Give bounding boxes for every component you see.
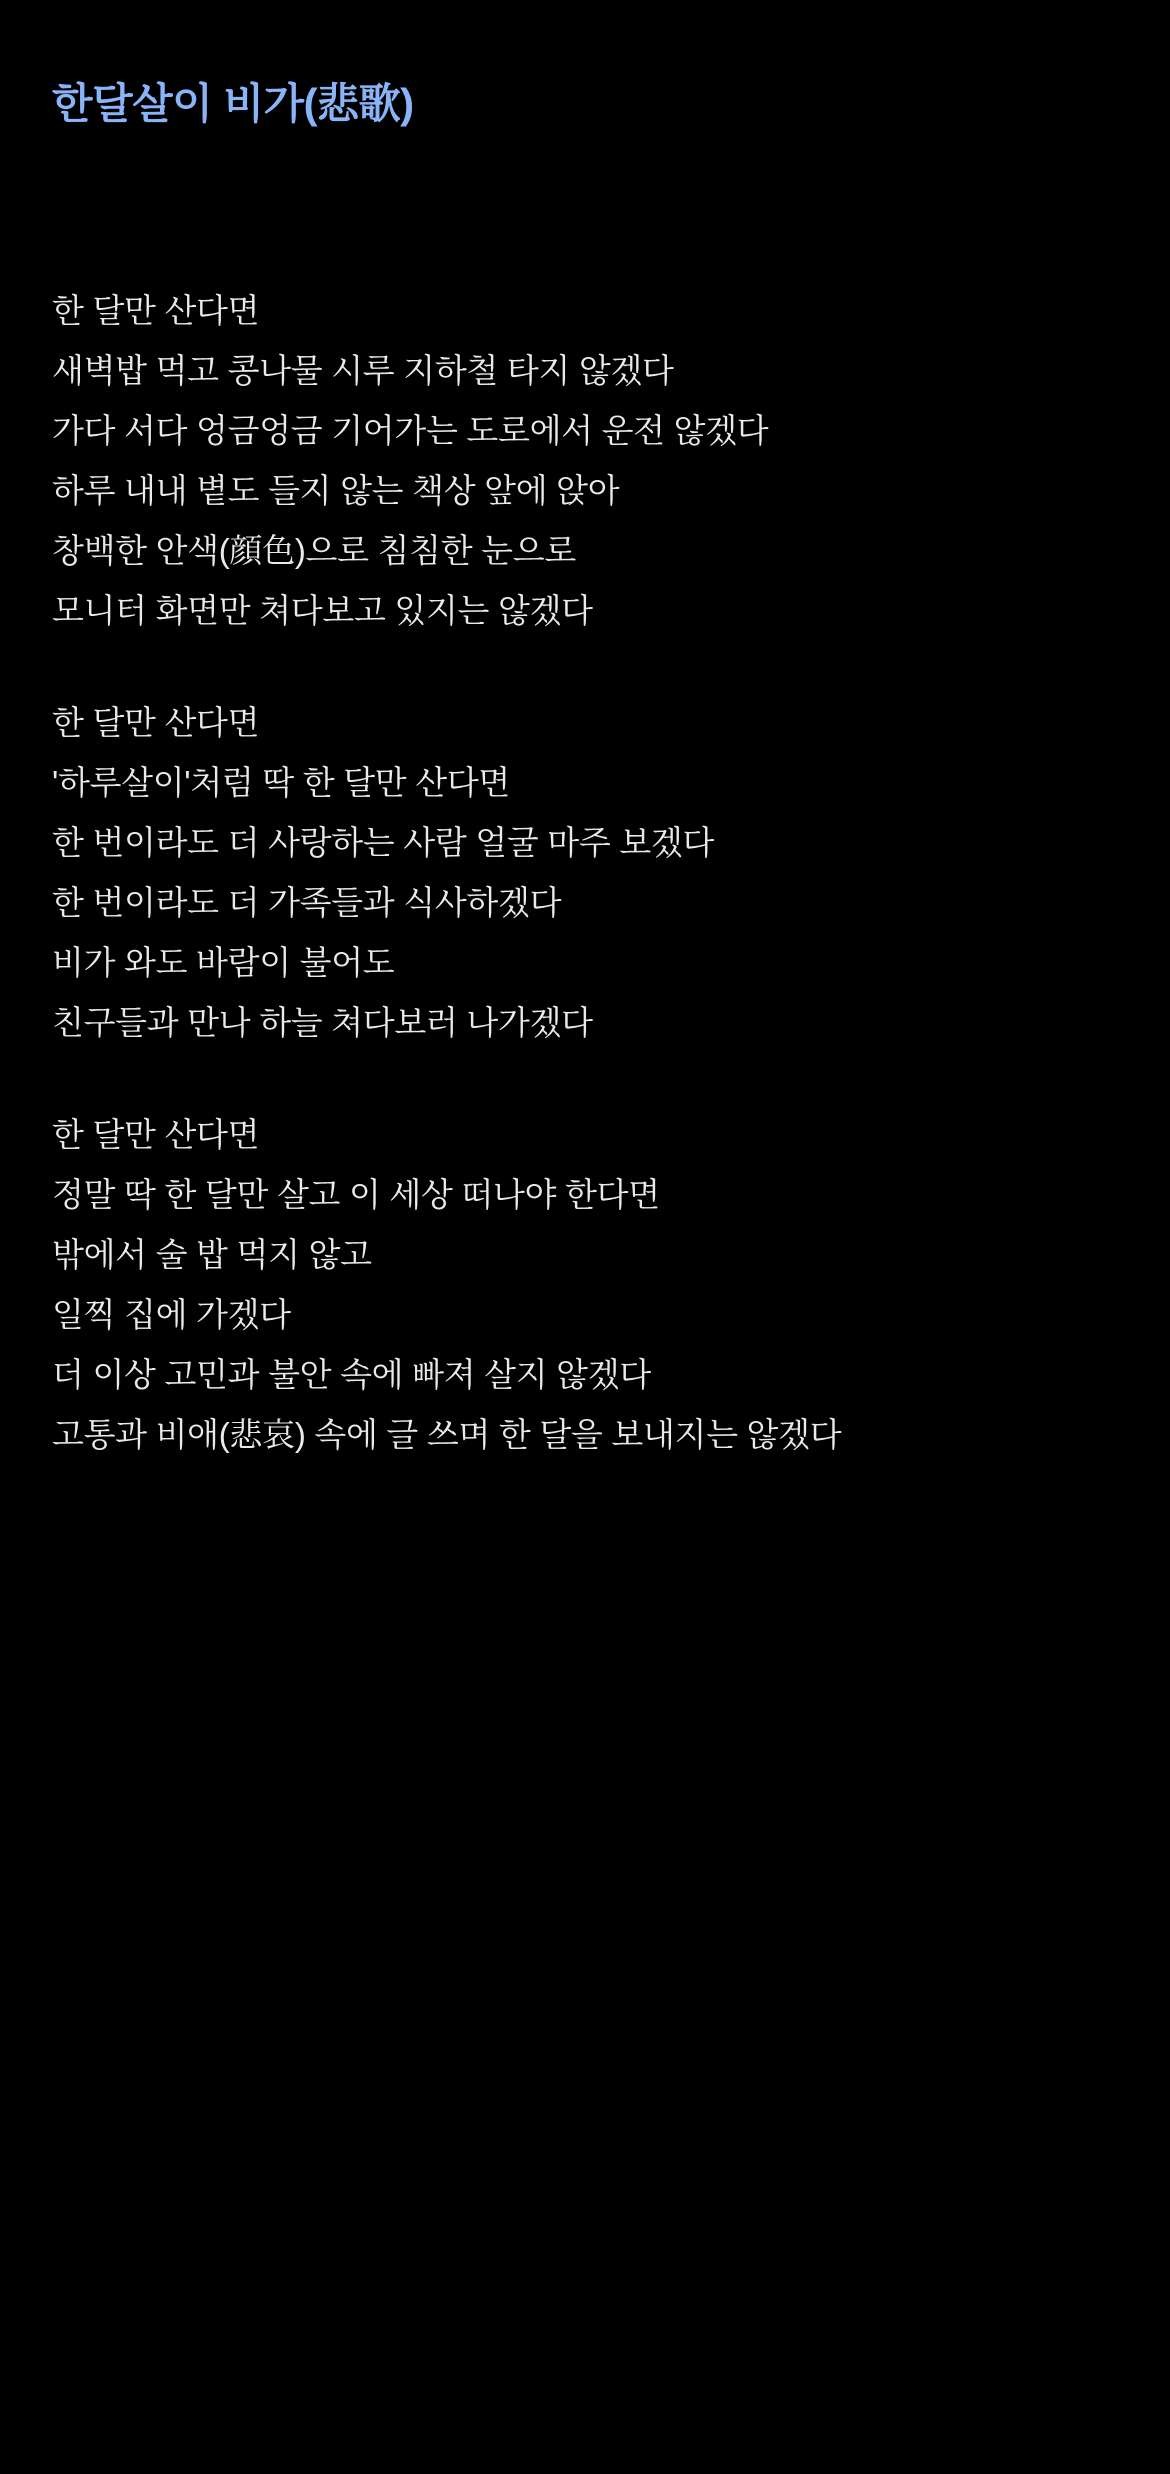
- poem-line: 비가 와도 바람이 불어도: [52, 943, 395, 981]
- poem-line: 친구들과 만나 하늘 쳐다보러 나가겠다: [52, 1004, 593, 1042]
- poem-line: 새벽밥 먹고 콩나물 시루 지하철 타지 않겠다: [52, 351, 674, 389]
- poem-line: 한 달만 산다면: [52, 1116, 260, 1154]
- title-spacer: [52, 131, 1118, 281]
- poem-line: 하루 내내 볕도 들지 않는 책상 앞에 앉아: [52, 471, 620, 509]
- poem-line: 모니터 화면만 쳐다보고 있지는 않겠다: [52, 591, 593, 629]
- stanza-1: [52, 281, 1118, 641]
- page-title: 한달살이 비가(悲歌): [52, 80, 414, 127]
- poem-line: 고통과 비애(悲哀) 속에 글 쓰며 한 달을 보내지는 않겠다: [52, 1416, 842, 1454]
- poem-line: 밖에서 술 밥 먹지 않고: [52, 1236, 372, 1274]
- poem-line: 창백한 안색(顔色)으로 침침한 눈으로: [52, 531, 576, 569]
- poem-line: 가다 서다 엉금엉금 기어가는 도로에서 운전 않겠다: [52, 411, 769, 449]
- poem-line: 정말 딱 한 달만 살고 이 세상 떠나야 한다면: [52, 1176, 660, 1214]
- poem-line: '하루살이'처럼 딱 한 달만 산다면: [52, 763, 510, 801]
- stanza-2: [52, 693, 1118, 1053]
- poem-line: 한 달만 산다면: [52, 291, 260, 329]
- stanza-3: [52, 1105, 1118, 1465]
- poem-line: 한 번이라도 더 사랑하는 사람 얼굴 마주 보겠다: [52, 823, 715, 861]
- poem-line: 더 이상 고민과 불안 속에 빠져 살지 않겠다: [52, 1356, 651, 1394]
- poem-line: 일찍 집에 가겠다: [52, 1296, 291, 1334]
- poem-line: 한 달만 산다면: [52, 703, 260, 741]
- poem-line: 한 번이라도 더 가족들과 식사하겠다: [52, 883, 562, 921]
